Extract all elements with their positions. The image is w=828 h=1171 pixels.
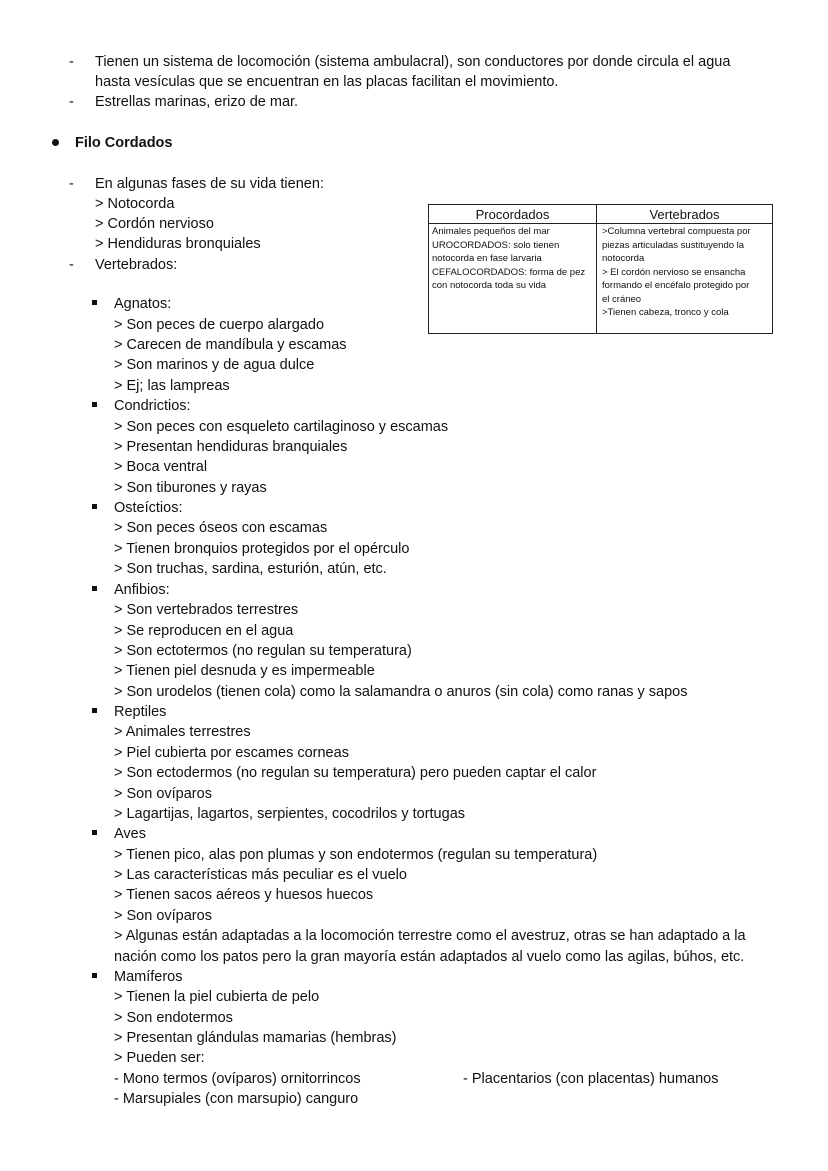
text-line: > Tienen piel desnuda y es impermeable: [114, 663, 375, 679]
text-line: > Piel cubierta por escames corneas: [114, 745, 349, 761]
square-bullet-icon: [92, 300, 97, 305]
square-bullet-icon: [92, 708, 97, 713]
text-line: > Son marinos y de agua dulce: [114, 357, 315, 373]
text-line: hasta vesículas que se encuentran en las placas facilitan el movimiento.: [95, 74, 559, 90]
group-title: Reptiles: [114, 704, 167, 720]
table-cell-line: notocorda en fase larvaria: [432, 253, 542, 264]
group-title: Condrictios:: [114, 398, 191, 414]
text-line: > Animales terrestres: [114, 724, 251, 740]
dash-marker: -: [69, 54, 74, 70]
text-line: > Son truchas, sardina, esturión, atún, etc.: [114, 561, 387, 577]
text-line: - Placentarios (con placentas) humanos: [463, 1071, 719, 1087]
text-line: - Mono termos (ovíparos) ornitorrincos: [114, 1071, 361, 1087]
table-cell-line: formando el encéfalo protegido por: [602, 280, 750, 291]
group-title: Aves: [114, 826, 146, 842]
section-title: Filo Cordados: [75, 135, 173, 151]
text-line: > Presentan hendiduras branquiales: [114, 439, 348, 455]
text-line: > Pueden ser:: [114, 1050, 205, 1066]
square-bullet-icon: [92, 586, 97, 591]
table-header-procordados: Procordados: [429, 205, 596, 224]
table-cell-line: piezas articuladas sustituyendo la: [602, 239, 745, 251]
text-line: > Son peces con esqueleto cartilaginoso y escamas: [114, 419, 449, 435]
text-line: nación como los patos pero la gran mayoría están adaptados al vuelo como las agilas, búhos, etc.: [114, 949, 745, 965]
text-line: > Notocorda: [95, 196, 175, 212]
text-line: > Presentan glándulas mamarias (hembras): [114, 1030, 397, 1046]
table-cell-line: con notocorda toda su vida: [432, 280, 547, 291]
text-line: - Marsupiales (con marsupio) canguro: [114, 1091, 359, 1107]
table-column-divider: [596, 205, 597, 333]
text-line: Vertebrados:: [95, 257, 178, 273]
table-cell-line: CEFALOCORDADOS: forma de pez: [432, 266, 586, 278]
text-line: > Son ectodermos (no regulan su temperatura) pero pueden captar el calor: [114, 765, 597, 781]
dash-marker: -: [69, 257, 74, 273]
dash-marker: -: [69, 176, 74, 192]
table-cell-line: > El cordón nervioso se ensancha: [602, 266, 746, 278]
text-line: > Son peces óseos con escamas: [114, 520, 328, 536]
text-line: > Tienen sacos aéreos y huesos huecos: [114, 887, 374, 903]
text-line: > Algunas están adaptadas a la locomoción terrestre como el avestruz, otras se han adaptado a la: [114, 928, 746, 944]
text-line: > Son ectotermos (no regulan su temperatura): [114, 643, 412, 659]
group-title: Agnatos:: [114, 296, 172, 312]
table-cell-line: Animales pequeños del mar: [432, 226, 550, 237]
group-title: Mamíferos: [114, 969, 183, 985]
table-header-vertebrados: Vertebrados: [597, 205, 772, 224]
text-line: > Las características más peculiar es el vuelo: [114, 867, 407, 883]
dash-marker: -: [69, 94, 74, 110]
text-line: > Tienen bronquios protegidos por el opérculo: [114, 541, 410, 557]
text-line: > Boca ventral: [114, 459, 208, 475]
text-line: > Son endotermos: [114, 1010, 233, 1026]
text-line: En algunas fases de su vida tienen:: [95, 176, 324, 192]
text-line: > Cordón nervioso: [95, 216, 214, 232]
table-cell-line: >Tienen cabeza, tronco y cola: [602, 307, 729, 318]
text-line: Estrellas marinas, erizo de mar.: [95, 94, 299, 110]
text-line: Tienen un sistema de locomoción (sistema ambulacral), son conductores por donde circula el agua: [95, 54, 731, 70]
table-cell-procordados: [432, 225, 585, 293]
table-cell-vertebrados: [602, 225, 751, 320]
text-line: > Lagartijas, lagartos, serpientes, cocodrilos y tortugas: [114, 806, 466, 822]
square-bullet-icon: [92, 830, 97, 835]
table-cell-line: notocorda: [602, 253, 645, 264]
text-line: > Ej; las lampreas: [114, 378, 230, 394]
text-line: > Se reproducen en el agua: [114, 623, 294, 639]
text-line: > Carecen de mandíbula y escamas: [114, 337, 347, 353]
round-bullet-icon: [52, 139, 59, 146]
group-title: Osteíctios:: [114, 500, 183, 516]
text-line: > Son tiburones y rayas: [114, 480, 267, 496]
text-line: > Tienen la piel cubierta de pelo: [114, 989, 320, 1005]
table-cell-line: >Columna vertebral compuesta por: [602, 226, 751, 237]
square-bullet-icon: [92, 402, 97, 407]
table-cell-line: UROCORDADOS: solo tienen: [432, 239, 560, 251]
square-bullet-icon: [92, 973, 97, 978]
text-line: > Son urodelos (tienen cola) como la salamandra o anuros (sin cola) como ranas y sapos: [114, 684, 688, 700]
text-line: > Son ovíparos: [114, 908, 212, 924]
square-bullet-icon: [92, 504, 97, 509]
comparison-table: [428, 204, 773, 334]
text-line: > Son peces de cuerpo alargado: [114, 317, 325, 333]
text-line: > Son vertebrados terrestres: [114, 602, 299, 618]
text-line: > Hendiduras bronquiales: [95, 236, 261, 252]
text-line: > Tienen pico, alas pon plumas y son endotermos (regulan su temperatura): [114, 847, 598, 863]
text-line: > Son ovíparos: [114, 786, 212, 802]
group-title: Anfibios:: [114, 582, 170, 598]
table-cell-line: el cráneo: [602, 293, 642, 305]
